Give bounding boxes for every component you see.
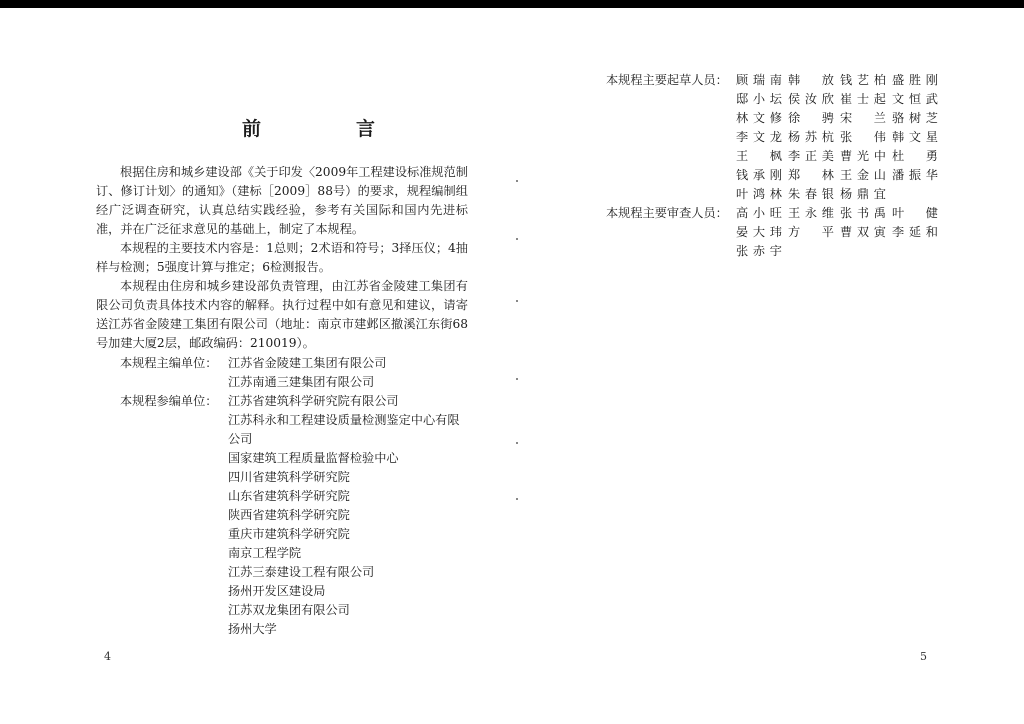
drafter-name-10: 徐 骋 xyxy=(788,111,834,125)
preface-paragraph-2: 本规程的主要技术内容是：1总则；2术语和符号；3择压仪；4抽样与检测；5强度计算与推定；6检测报告。 xyxy=(96,241,468,274)
participating-unit-9: 江苏三泰建设工程有限公司 xyxy=(228,565,375,579)
drafters-label: 本规程主要起草人员： xyxy=(606,73,728,87)
preface-paragraph-1: 根据住房和城乡建设部《关于印发〈2009年工程建设标准规范制订、修订计划〉的通知》（建标［2009］88号）的要求，规程编制组经广泛调查研究，认真总结实践经验，参考有关国际和国内先进标准，并在广泛征求意见的基础上，制定了本规程。 xyxy=(96,165,468,236)
reviewer-name-7: 曹双寅 xyxy=(840,225,886,239)
participating-unit-2: 江苏科永和工程建设质量检测鉴定中心有限公司 xyxy=(228,413,460,446)
reviewer-name-2: 王永维 xyxy=(788,206,834,220)
drafter-name-26: 朱春银 xyxy=(788,187,834,201)
drafter-name-19: 曹光中 xyxy=(840,149,886,163)
chief-unit-1: 江苏省金陵建工集团有限公司 xyxy=(228,356,387,370)
participating-unit-1: 江苏省建筑科学研究院有限公司 xyxy=(228,394,399,408)
drafter-name-12: 骆树芝 xyxy=(892,111,938,125)
drafter-name-22: 郑 林 xyxy=(788,168,834,182)
reviewers-label: 本规程主要审查人员： xyxy=(606,206,728,220)
participating-unit-4: 四川省建筑科学研究院 xyxy=(228,470,350,484)
drafter-name-2: 韩 放 xyxy=(788,73,834,87)
drafter-name-16: 韩文星 xyxy=(892,130,938,144)
drafter-name-7: 崔士起 xyxy=(840,92,886,106)
drafter-name-25: 叶鸿林 xyxy=(736,187,782,201)
participating-unit-11: 江苏双龙集团有限公司 xyxy=(228,603,350,617)
participating-unit-8: 南京工程学院 xyxy=(228,546,302,560)
participating-unit-6: 陕西省建筑科学研究院 xyxy=(228,508,350,522)
drafter-name-4: 盛胜刚 xyxy=(892,73,938,87)
drafter-name-1: 顾瑞南 xyxy=(736,73,782,87)
drafter-name-6: 侯汝欣 xyxy=(788,92,834,106)
participating-unit-12: 扬州大学 xyxy=(228,622,277,636)
right-page xyxy=(512,8,1024,724)
participating-units-label: 本规程参编单位： xyxy=(120,394,218,408)
reviewer-name-3: 张书禹 xyxy=(840,206,886,220)
page-number-right: 5 xyxy=(920,650,927,663)
reviewer-name-6: 方 平 xyxy=(788,225,834,239)
participating-unit-3: 国家建筑工程质量监督检验中心 xyxy=(228,451,399,465)
drafter-name-17: 王 枫 xyxy=(736,149,782,163)
participating-unit-5: 山东省建筑科学研究院 xyxy=(228,489,350,503)
drafter-name-15: 张 伟 xyxy=(840,130,886,144)
left-page xyxy=(0,8,512,724)
drafter-name-23: 王金山 xyxy=(840,168,886,182)
drafter-name-9: 林文修 xyxy=(736,111,782,125)
reviewer-name-9: 张赤宇 xyxy=(736,244,782,258)
drafter-name-20: 杜 勇 xyxy=(892,149,938,163)
preface-title: 前 言 xyxy=(242,118,414,140)
drafter-name-8: 文恒武 xyxy=(892,92,938,106)
participating-unit-10: 扬州开发区建设局 xyxy=(228,584,326,598)
preface-paragraph-3: 本规程由住房和城乡建设部负责管理，由江苏省金陵建工集团有限公司负责具体技术内容的解释。执行过程中如有意见和建议，请寄送江苏省金陵建工集团有限公司（地址：南京市建邺区撤溪江东街68号加建大厦2层，邮政编码：210019）。 xyxy=(96,279,468,350)
drafter-name-5: 邸小坛 xyxy=(736,92,782,106)
page-number-left: 4 xyxy=(104,650,111,663)
drafter-name-24: 潘振华 xyxy=(892,168,938,182)
drafter-name-27: 杨鼎宜 xyxy=(840,187,886,201)
chief-unit-2: 江苏南通三建集团有限公司 xyxy=(228,375,375,389)
reviewer-name-1: 高小旺 xyxy=(736,206,782,220)
drafter-name-13: 李文龙 xyxy=(736,130,782,144)
participating-unit-7: 重庆市建筑科学研究院 xyxy=(228,527,350,541)
reviewer-name-4: 叶 健 xyxy=(892,206,938,220)
reviewer-name-8: 李延和 xyxy=(892,225,938,239)
drafter-name-18: 李正美 xyxy=(788,149,834,163)
scan-top-border xyxy=(0,0,1024,8)
drafter-name-21: 钱承刚 xyxy=(736,168,782,182)
drafter-name-11: 宋 兰 xyxy=(840,111,886,125)
reviewer-name-5: 晏大玮 xyxy=(736,225,782,239)
chief-units-label: 本规程主编单位： xyxy=(120,356,218,370)
drafter-name-3: 钱艺柏 xyxy=(840,73,886,87)
drafter-name-14: 杨苏杭 xyxy=(788,130,834,144)
